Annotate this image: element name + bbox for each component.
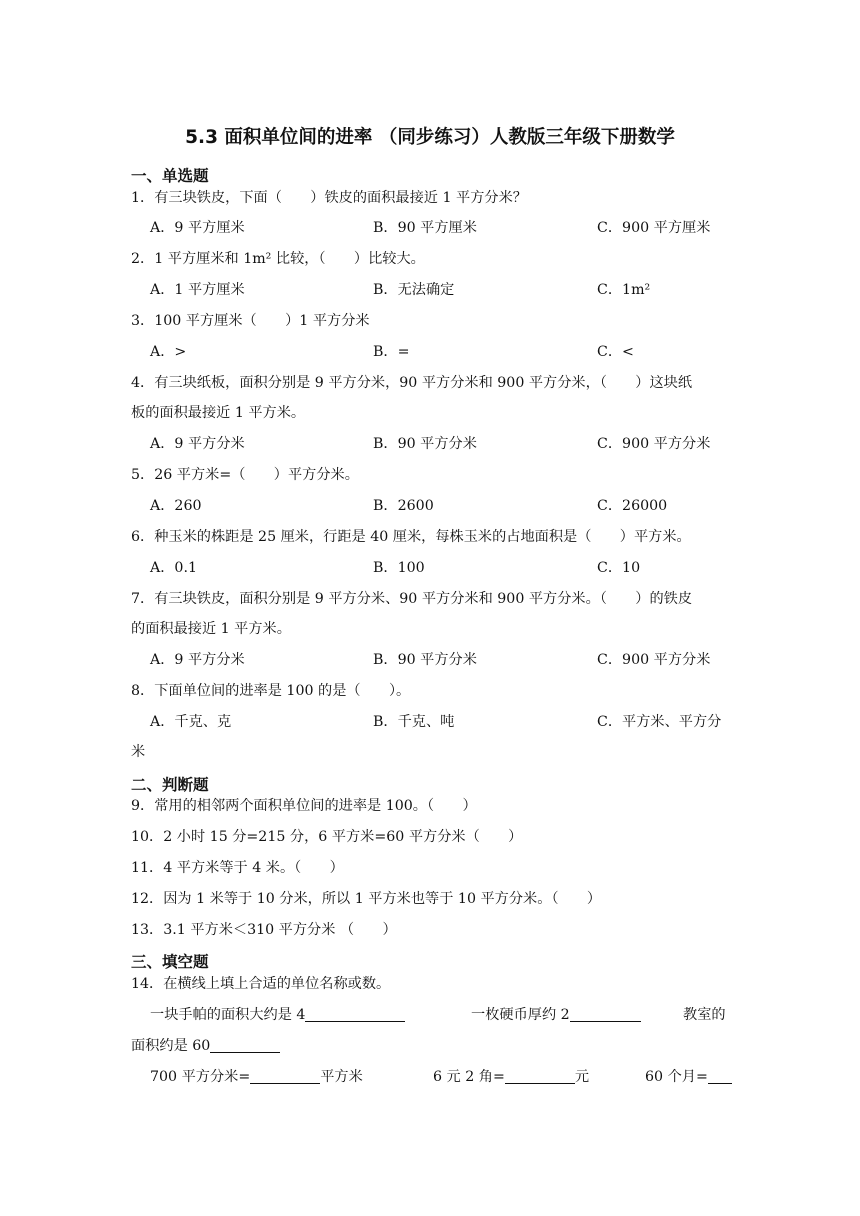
fill-line-3-months-conversion (645, 1066, 732, 1086)
area-conversion-unit: 平方米 (320, 1069, 363, 1085)
question-1-stem: 1．有三块铁皮，下面（ ）铁皮的面积最接近 1 平方分米？ (131, 190, 527, 206)
handkerchief-text: 一块手帕的面积大约是 4 (150, 1007, 306, 1023)
question-1-option-b[interactable]: B．90 平方厘米 (373, 220, 477, 236)
question-4-stem-line-1: 4．有三块纸板，面积分别是 9 平方分米，90 平方分米和 900 平方分米，（ ）这块纸 (131, 375, 693, 391)
question-4-option-b[interactable]: B．90 平方分米 (373, 436, 477, 452)
page-title: 5.3 面积单位间的进率 （同步练习）人教版三年级下册数学 (185, 127, 675, 148)
question-2-option-b[interactable]: B．无法确定 (373, 282, 455, 298)
question-10: 10．2 小时 15 分=215 分，6 平方米=60 平方分米（ ） (131, 829, 523, 845)
question-8-option-c[interactable]: C．平方米、平方分 (597, 714, 722, 730)
question-7-option-b[interactable]: B．90 平方分米 (373, 652, 477, 668)
question-9: 9．常用的相邻两个面积单位间的进率是 100。（ ） (131, 798, 477, 814)
classroom-text: 面积约是 60 (131, 1038, 211, 1054)
question-4-option-c[interactable]: C．900 平方分米 (597, 436, 711, 452)
money-conversion-text: 6 元 2 角= (433, 1069, 505, 1085)
handkerchief-unit-blank[interactable] (305, 1006, 405, 1022)
coin-unit-blank[interactable] (570, 1006, 641, 1022)
question-3-option-a[interactable]: A．> (150, 344, 187, 360)
question-13: 13．3.1 平方米＜310 平方分米 （ ） (131, 922, 397, 938)
question-5-stem: 5．26 平方米=（ ）平方分米。 (131, 467, 359, 483)
fill-line-2-classroom (131, 1035, 280, 1055)
question-8-option-c-wrap: 米 (131, 744, 146, 760)
question-3-stem: 3．100 平方厘米（ ）1 平方分米 (131, 313, 370, 329)
question-7-option-c[interactable]: C．900 平方分米 (597, 652, 711, 668)
section-heading-single-choice: 一、单选题 (131, 167, 209, 185)
question-3-option-c[interactable]: C．< (597, 344, 634, 360)
section-heading-fill-in: 三、填空题 (131, 953, 209, 971)
question-5-option-a[interactable]: A．260 (150, 498, 202, 514)
classroom-unit-blank[interactable] (210, 1037, 280, 1053)
question-8-option-b[interactable]: B．千克、吨 (373, 714, 455, 730)
months-conversion-text: 60 个月= (645, 1069, 708, 1085)
area-conversion-text: 700 平方分米= (150, 1069, 251, 1085)
coin-text: 一枚硬币厚约 2 (471, 1007, 570, 1023)
question-2-stem: 2．1 平方厘米和 1m² 比较，（ ）比较大。 (131, 251, 425, 267)
question-5-option-b[interactable]: B．2600 (373, 498, 434, 514)
question-3-option-b[interactable]: B．= (373, 344, 410, 360)
money-conversion-blank[interactable] (505, 1068, 575, 1084)
question-7-option-a[interactable]: A．9 平方分米 (150, 652, 245, 668)
question-4-stem-line-2: 板的面积最接近 1 平方米。 (131, 405, 306, 421)
section-heading-true-false: 二、判断题 (131, 776, 209, 794)
fill-line-1-handkerchief (150, 1004, 405, 1024)
question-14-stem: 14．在横线上填上合适的单位名称或数。 (131, 976, 391, 992)
question-11: 11．4 平方米等于 4 米。（ ） (131, 860, 344, 876)
fill-line-3-area-conversion (150, 1066, 363, 1086)
question-7-stem-line-1: 7．有三块铁皮，面积分别是 9 平方分米、90 平方分米和 900 平方分米。（ ）的铁皮 (131, 591, 693, 607)
fill-line-3-money-conversion (433, 1066, 589, 1086)
classroom-text-start: 教室的 (683, 1007, 726, 1023)
question-5-option-c[interactable]: C．26000 (597, 498, 668, 514)
area-conversion-blank[interactable] (250, 1068, 320, 1084)
question-2-option-a[interactable]: A．1 平方厘米 (150, 282, 245, 298)
question-7-stem-line-2: 的面积最接近 1 平方米。 (131, 621, 291, 637)
question-6-option-a[interactable]: A．0.1 (150, 560, 197, 576)
question-8-option-a[interactable]: A．千克、克 (150, 714, 232, 730)
question-1-option-a[interactable]: A．9 平方厘米 (150, 220, 245, 236)
question-6-option-b[interactable]: B．100 (373, 560, 425, 576)
question-6-option-c[interactable]: C．10 (597, 560, 641, 576)
money-conversion-unit: 元 (574, 1069, 590, 1085)
question-6-stem: 6．种玉米的株距是 25 厘米，行距是 40 厘米，每株玉米的占地面积是（ ）平方米。 (131, 529, 691, 545)
question-4-option-a[interactable]: A．9 平方分米 (150, 436, 245, 452)
question-12: 12．因为 1 米等于 10 分米，所以 1 平方米也等于 10 平方分米。（ ） (131, 891, 602, 907)
fill-line-1-coin (471, 1004, 641, 1024)
question-1-option-c[interactable]: C．900 平方厘米 (597, 220, 711, 236)
months-conversion-blank[interactable] (708, 1068, 732, 1084)
question-8-stem: 8．下面单位间的进率是 100 的是（ ）。 (131, 683, 411, 699)
question-2-option-c[interactable]: C．1m² (597, 282, 651, 298)
